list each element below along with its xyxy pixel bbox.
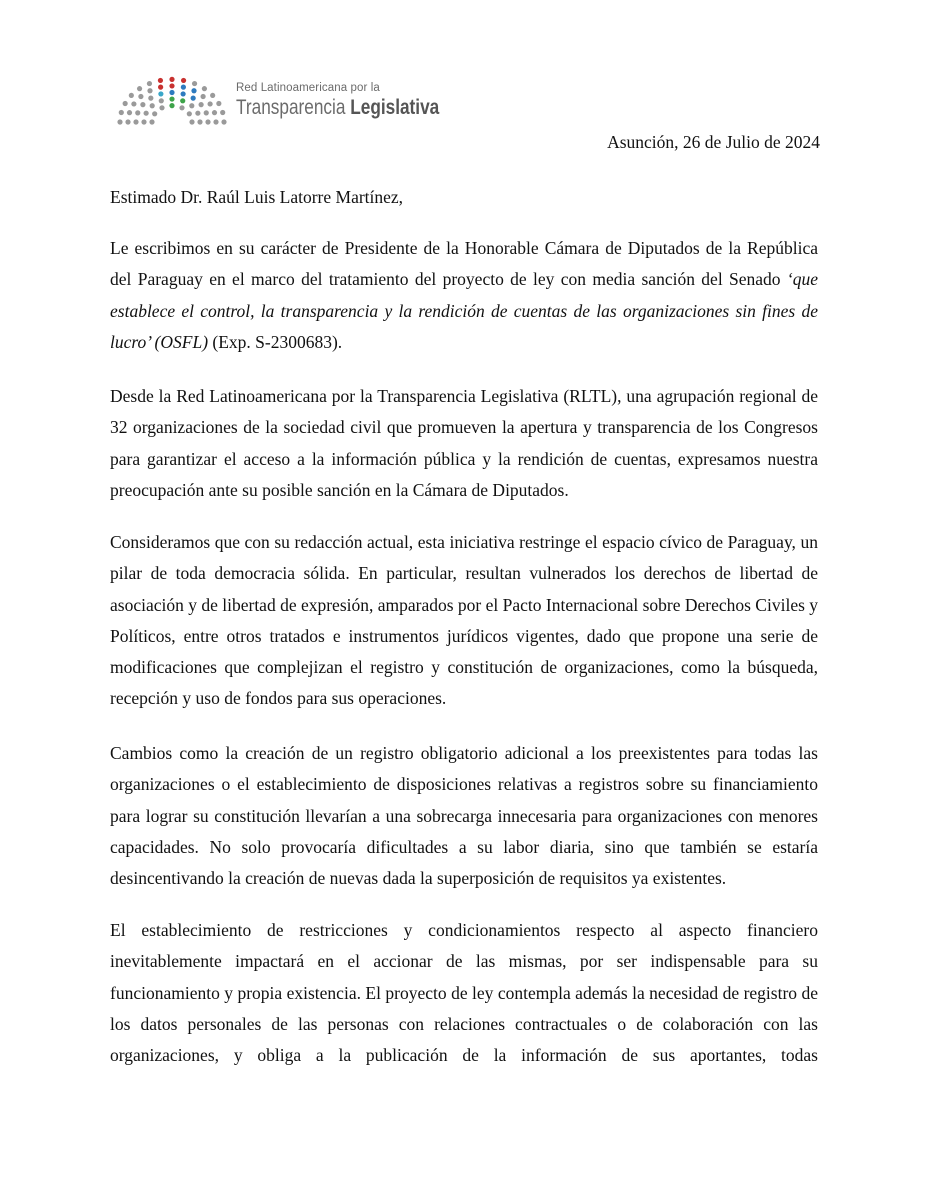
letter-date: Asunción, 26 de Julio de 2024 bbox=[607, 132, 820, 152]
logo-dot bbox=[169, 83, 174, 88]
logo-dot bbox=[169, 90, 174, 95]
logo-dot bbox=[220, 110, 225, 115]
logo-dot bbox=[189, 119, 194, 124]
logo-dot bbox=[187, 111, 192, 116]
logo-dot bbox=[150, 103, 155, 108]
logo-dot bbox=[133, 119, 138, 124]
logo-dot bbox=[159, 105, 164, 110]
logo-text bbox=[236, 82, 484, 120]
logo-dot bbox=[158, 85, 163, 90]
logo-dot bbox=[189, 103, 194, 108]
logo-dot bbox=[181, 91, 186, 96]
logo-dot bbox=[123, 101, 128, 106]
logo-dot bbox=[131, 101, 136, 106]
logo-dot bbox=[213, 119, 218, 124]
logo-dot bbox=[181, 78, 186, 83]
paragraph-1-text-a: Le escribimos en su carácter de Presidente de la Honorable Cámara de Diputados de la República del Paraguay en el marco del tratamiento del proyecto de ley con media sanción del Senado bbox=[110, 238, 818, 290]
logo-dot bbox=[191, 88, 196, 93]
logo-dot bbox=[192, 81, 197, 86]
logo-dot bbox=[117, 119, 122, 124]
logo-dot bbox=[158, 91, 163, 96]
logo-dot bbox=[210, 93, 215, 98]
logo-dot bbox=[141, 119, 146, 124]
logo-dot bbox=[216, 101, 221, 106]
logo-dot bbox=[204, 110, 209, 115]
logo-dot bbox=[147, 81, 152, 86]
logo-dot bbox=[144, 111, 149, 116]
logo-dot bbox=[140, 102, 145, 107]
paragraph-3: Consideramos que con su redacción actual, esta iniciativa restringe el espacio cívico de Paraguay, un pilar de toda democracia sólida. En particular, resultan vulnerados los derechos de libertad de asociación y de libertad de expresión, amparados por el Pacto Internacional sobre Derechos Civiles y Políticos, entre otros tratados e instrumentos jurídicos vigentes, dado que propone una serie de modificaciones que complejizan el registro y constitución de organizaciones, como la búsqueda, recepción y uso de fondos para sus operaciones. bbox=[110, 532, 819, 709]
logo-dot bbox=[181, 85, 186, 90]
letter-greeting: Estimado Dr. Raúl Luis Latorre Martínez, bbox=[110, 187, 404, 207]
logo-dot bbox=[125, 119, 130, 124]
logo-dot bbox=[159, 98, 164, 103]
rltl-logo bbox=[112, 62, 442, 126]
paragraph-1-text-b: (Exp. S-2300683). bbox=[208, 331, 343, 352]
parliament-dots-icon bbox=[112, 62, 232, 126]
logo-dot bbox=[201, 94, 206, 99]
paragraph-2: Desde la Red Latinoamericana por la Transparencia Legislativa (RLTL), una agrupación regional de 32 organizaciones de la sociedad civil que promueven la apertura y transparencia de los Congresos para garantizar el acceso a la información pública y la rendición de cuentas, expresamos nuestra preocupación ante su posible sanción en la Cámara de Diputados. bbox=[110, 386, 818, 500]
logo-line2-regular: Transparencia bbox=[236, 96, 351, 119]
logo-dot bbox=[148, 96, 153, 101]
bill-title: ‘que establece el control, la transparencia y la rendición de cuentas de las organizaciones sin fines de lucro’ (OSFL) bbox=[110, 269, 818, 352]
logo-line1: Red Latinoamericana por la bbox=[236, 82, 380, 94]
logo-dot bbox=[205, 119, 210, 124]
logo-dot bbox=[202, 86, 207, 91]
logo-dot bbox=[169, 77, 174, 82]
logo-dot bbox=[152, 111, 157, 116]
logo-dot bbox=[180, 98, 185, 103]
logo-dot bbox=[138, 94, 143, 99]
logo-dot bbox=[137, 86, 142, 91]
logo-dot bbox=[147, 88, 152, 93]
logo-dot bbox=[208, 101, 213, 106]
logo-line2 bbox=[236, 96, 439, 120]
logo-line2-bold: Legislativa bbox=[350, 96, 440, 119]
logo-dot bbox=[158, 78, 163, 83]
logo-dot bbox=[135, 110, 140, 115]
logo-dot bbox=[149, 119, 154, 124]
logo-dot bbox=[119, 110, 124, 115]
logo-dot bbox=[169, 96, 174, 101]
logo-dot bbox=[221, 119, 226, 124]
logo-dot bbox=[191, 96, 196, 101]
logo-dot bbox=[195, 111, 200, 116]
logo-dot bbox=[212, 110, 217, 115]
logo-dot bbox=[197, 119, 202, 124]
paragraph-4: Cambios como la creación de un registro obligatorio adicional a los preexistentes para todas las organizaciones o el establecimiento de disposiciones relativas a registros sobre su financiamiento para lograr su constitución llevarían a una sobrecarga innecesaria para organizaciones con menores capacidades. No solo provocaría dificultades a su labor diaria, sino que también se estaría desincentivando la creación de nuevas dada la superposición de requisitos ya existentes. bbox=[110, 743, 818, 889]
paragraph-5: El establecimiento de restricciones y condicionamientos respecto al aspecto financiero inevitablemente impactará en el accionar de las mismas, por ser indispensable para su funcionamiento y propia existencia. El proyecto de ley contempla además la necesidad de registro de los datos personales de las personas con relaciones contractuales o de colaboración con las organizaciones, y obliga a la publicación de la información de sus aportantes, todas bbox=[110, 920, 818, 1066]
paragraph-1 bbox=[110, 233, 818, 358]
logo-dot bbox=[199, 102, 204, 107]
logo-dot bbox=[179, 105, 184, 110]
logo-dot bbox=[129, 93, 134, 98]
logo-dot bbox=[169, 103, 174, 108]
logo-dot bbox=[127, 110, 132, 115]
